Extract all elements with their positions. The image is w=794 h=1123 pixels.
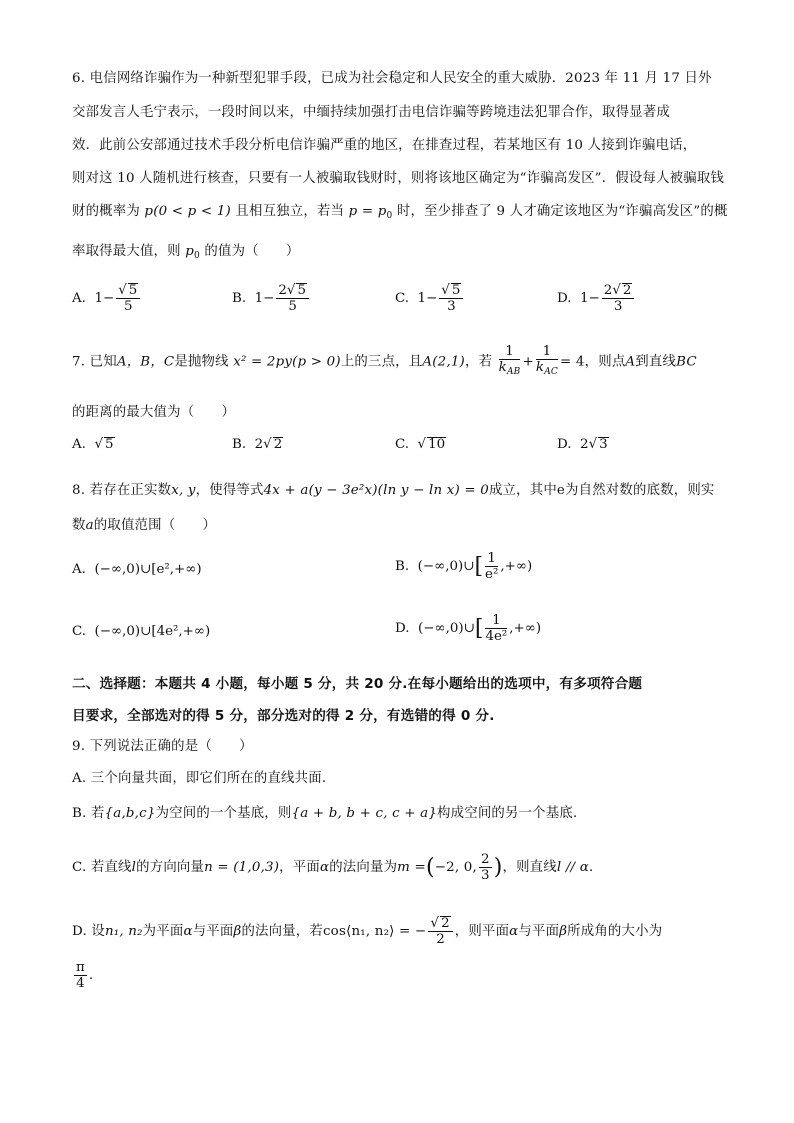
option-label: B. — [232, 291, 247, 306]
q8-math: a — [85, 518, 94, 533]
q7-option-c[interactable]: C. √ 10 — [395, 437, 446, 452]
section-2-heading-cont: 目要求，全部选对的得 5 分，部分选对的得 2 分，有选错的得 0 分. — [72, 708, 495, 724]
q6-math: p = p — [348, 204, 387, 219]
q6-line-5 — [72, 200, 728, 221]
q6-math: p — [185, 244, 194, 259]
numerator: 1 — [485, 551, 498, 567]
q9-text: ，平面 — [279, 860, 320, 875]
option-label: A. — [72, 291, 86, 306]
q9-math: α — [509, 924, 519, 939]
q6-text: 财的概率为 — [72, 204, 140, 219]
q9-text: 为平面 — [142, 924, 184, 939]
q9-text: 的法向量为 — [329, 860, 398, 875]
q8-text: ，使得等式 — [195, 483, 264, 498]
q9-text: D. 设 — [72, 924, 105, 939]
option-math: (−∞,0)∪[4e²,+∞) — [94, 624, 211, 639]
q8-option-c[interactable] — [72, 624, 210, 639]
radicand: 3 — [599, 437, 608, 452]
q9-text: 与平面 — [518, 924, 560, 939]
option-label: B. — [232, 437, 247, 452]
q9-text: 构成空间的另一个基底． — [437, 806, 587, 821]
q7-text: 到直线 — [635, 354, 677, 370]
denominator: e² — [485, 567, 499, 582]
q8-text: 为自然对数的底数，则实 — [565, 483, 715, 498]
q9-text: ，则平面 — [454, 924, 510, 939]
option-math: 1− — [254, 291, 275, 306]
radicand: 5 — [451, 283, 461, 298]
q9-math: l // α — [556, 860, 589, 875]
radicand: 5 — [105, 437, 114, 452]
q9-math: −2, 0, — [434, 860, 477, 875]
option-label: C. — [72, 624, 87, 639]
q9-math: cos⟨n₁, n₂⟩ = − — [322, 924, 427, 939]
q9-option-b[interactable] — [72, 802, 587, 821]
q9-math: {a,b,c} — [104, 806, 156, 821]
q6-option-c[interactable]: C. 1− $\frac{√ 5}{3}$ — [395, 283, 465, 314]
q8-math: 4x + a(y − 3e²x)(ln y − ln x) = 0 — [263, 483, 489, 498]
radicand: 10 — [428, 437, 446, 452]
q9-math: n₁, n₂ — [104, 924, 143, 939]
q8-math: x, y — [171, 483, 196, 498]
q7-math: = 4 — [560, 354, 585, 370]
q9-text: 的法向量，若 — [241, 924, 323, 939]
q6-line-6 — [72, 240, 300, 261]
q7-text: 是抛物线 — [174, 354, 229, 370]
q7-math: A — [625, 354, 636, 370]
option-label: A. — [72, 562, 86, 577]
option-label: C. — [395, 437, 410, 452]
option-math: ,+∞) — [500, 559, 533, 574]
option-math: ,+∞) — [509, 621, 542, 636]
numerator: 2 — [480, 852, 490, 867]
q6-math: p(0 < p < 1) — [144, 204, 231, 219]
q9-option-c[interactable]: C. 若直线l的方向向量n = (1,0,3)，平面α的法向量为m =(−2, 0, $\frac{2}{3}$ )，则直线l // α． — [72, 852, 603, 883]
q9-math: β — [559, 924, 568, 939]
q7-math: A(2,1) — [422, 354, 465, 370]
q9-math: m = — [397, 860, 426, 875]
denominator: 3 — [447, 299, 456, 314]
q6-line-2: 交部发言人毛宁表示，一段时间以来，中缅持续加强打击电信诈骗等跨境违法犯罪合作，取得显著成 — [72, 105, 670, 120]
option-label: B. — [395, 559, 410, 574]
coefficient: 2 — [254, 437, 264, 452]
q6-option-a[interactable]: A. 1− $\frac{√ 5}{5}$ — [72, 283, 142, 314]
radicand: 2 — [441, 916, 450, 931]
q6-line-1: 6. 电信网络诈骗作为一种新型犯罪手段，已成为社会稳定和人民安全的重大威胁．2023 年 11 月 17 日外 — [72, 71, 712, 86]
coefficient: 2 — [278, 283, 287, 298]
q9-math: l — [131, 860, 137, 875]
q9-text: 与平面 — [192, 924, 234, 939]
numerator: 1 — [485, 613, 507, 629]
denominator: 2 — [436, 932, 445, 947]
q7-line-1: 7. 已知A，B，C是抛物线 x² = 2py(p > 0)上的三点，且A(2,1)，若 $\frac{1}{k_{AB}}$ + $\frac{1}{k_{AC}}$ = 4，则点A到直线BC — [72, 344, 697, 377]
q6-text: 的值为（ ） — [204, 244, 300, 259]
radicand: 2 — [273, 437, 283, 452]
q8-text: 成立，其中 — [488, 483, 557, 498]
q9-math: α — [319, 860, 330, 875]
coefficient: 2 — [603, 283, 613, 298]
q9-text: 为空间的一个基底，则 — [155, 806, 292, 821]
q9-math: β — [233, 924, 242, 939]
q6-line-3: 效．此前公安部通过技术手段分析电信诈骗严重的地区，在排查过程，若某地区有 10 人接到诈骗电话， — [72, 138, 697, 153]
q8-text: 8. 若存在正实数 — [72, 483, 172, 498]
q9-text: 所成角的大小为 — [567, 924, 663, 939]
denominator: 3 — [613, 299, 623, 314]
q9-text: 的方向向量 — [136, 860, 205, 875]
option-math: (−∞,0)∪ — [417, 559, 475, 574]
q9-text: B. 若 — [72, 806, 105, 821]
q7-option-d[interactable]: D. 2√ 3 — [557, 437, 608, 452]
q7-text: 7. 已知 — [72, 354, 117, 370]
denominator: 4 — [76, 976, 85, 991]
option-label: A. — [72, 437, 86, 452]
q8-option-a[interactable] — [72, 562, 202, 577]
coefficient: 2 — [580, 437, 589, 452]
q6-text: 且相互独立，若当 — [235, 204, 345, 219]
q9-option-d[interactable]: D. 设n₁, n₂为平面α与平面β的法向量，若cos⟨n₁, n₂⟩ = − $\frac{√ 2}{2}$ ，则平面α与平面β所成角的大小为 — [72, 916, 663, 947]
q6-option-d[interactable]: D. 1− $\frac{2√ 2}{3}$ — [557, 283, 636, 314]
denominator: 5 — [288, 299, 297, 314]
option-math: (−∞,0)∪[e²,+∞) — [94, 562, 202, 577]
denominator: 4e² — [485, 629, 508, 644]
q6-sub: 0 — [193, 251, 200, 261]
q7-sub: AB — [506, 367, 521, 377]
option-math: 1− — [417, 291, 438, 306]
q6-text: 率取得最大值，则 — [72, 244, 181, 259]
q9-stem: 9. 下列说法正确的是（ ） — [72, 739, 253, 754]
option-math: 1− — [94, 291, 115, 306]
radicand: 2 — [622, 283, 632, 298]
q8-option-b[interactable]: B. (−∞,0)∪[ $\frac{1}{\text{e²}}$ ,+∞) — [395, 551, 533, 582]
q7-line-2: 的距离的最大值为（ ） — [72, 405, 236, 420]
option-math: (−∞,0)∪ — [418, 621, 475, 636]
q8-line-1 — [72, 479, 715, 498]
denominator: 3 — [480, 868, 490, 883]
q8-math: e — [556, 483, 566, 498]
q7-option-b[interactable]: B. 2√ 2 — [232, 437, 283, 452]
q7-text: ，若 — [464, 354, 493, 370]
q8-option-d[interactable]: D. (−∞,0)∪[ $\frac{1}{\text{4e²}}$ ,+∞) — [395, 613, 542, 644]
option-math: 1− — [580, 291, 600, 306]
q9-math: {a + b, b + c, c + a} — [291, 806, 438, 821]
q9-text: . — [88, 968, 94, 983]
q9-text: C. 若直线 — [72, 860, 132, 875]
q7-sub: AC — [544, 367, 559, 377]
q9-text: ． — [588, 860, 603, 875]
q9-option-a[interactable]: A. 三个向量共面，即它们所在的直线共面． — [72, 771, 336, 786]
q7-option-a[interactable]: A. √ 5 — [72, 437, 114, 452]
q8-text: 的取值范围（ ） — [93, 518, 217, 533]
q7-math: BC — [676, 354, 697, 370]
option-label: D. — [557, 437, 572, 452]
option-label: D. — [557, 291, 572, 306]
q9-math: α — [183, 924, 193, 939]
section-2-heading: 二、选择题：本题共 4 小题，每小题 5 分，共 20 分.在每小题给出的选项中，有多项符合题 — [72, 676, 643, 692]
q6-line-4: 则对这 10 人随机进行核查，只要有一人被骗取钱财时，则将该地区确定为“诈骗高发区”．假设每人被骗取钱 — [72, 171, 725, 186]
numerator: π — [76, 960, 85, 975]
radicand: 5 — [297, 283, 306, 298]
q8-text: 数 — [72, 518, 86, 533]
q7-text: ，则点 — [584, 354, 626, 370]
q7-text: 上的三点，且 — [340, 354, 423, 370]
denominator: 5 — [123, 299, 133, 314]
q8-line-2 — [72, 514, 216, 533]
q6-text: 时，至少排查了 9 人才确定该地区为“诈骗高发区”的概 — [396, 204, 728, 219]
q7-math: A，B，C — [116, 354, 175, 370]
q9-option-d-answer — [72, 960, 93, 991]
option-label: C. — [395, 291, 410, 306]
q6-option-b[interactable]: B. 1− $\frac{2√ 5}{5}$ — [232, 283, 311, 314]
q9-math: n = (1,0,3) — [204, 860, 280, 875]
q6-sub: 0 — [386, 211, 393, 221]
q9-text: ，则直线 — [502, 860, 557, 875]
radicand: 5 — [128, 283, 138, 298]
option-label: D. — [395, 621, 410, 636]
q7-math: x² = 2py(p > 0) — [233, 354, 341, 370]
